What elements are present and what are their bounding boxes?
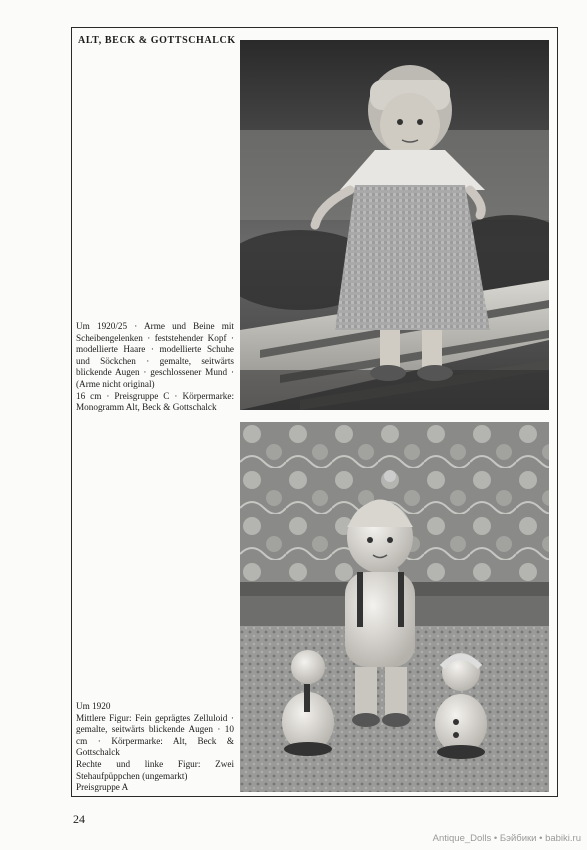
caption-2-line-2: Mittlere Figur: Fein geprägtes Zelluloid · gemalte, seitwärts blickende Augen · 10 cm · Körpermarke: Alt, Beck & Gottschalck [76, 712, 234, 758]
page-number: 24 [73, 812, 85, 826]
doll-photo-2 [240, 422, 549, 792]
caption-2-line-3: Rechte und linke Figur: Zwei Stehaufpüppchen (ungemarkt) [76, 758, 234, 781]
watermark: Antique_Dolls • Бэйбики • babiki.ru [432, 833, 581, 844]
caption-1-line-1: Um 1920/25 · Arme und Beine mit Scheibengelenken · feststehender Kopf · modellierte Haare · modellierte Schuhe und Söckchen · gemalte, seitwärts blickende Augen · geschlossener Mund · (Arme nicht original) [76, 321, 234, 389]
caption-2 [76, 701, 234, 794]
doll-photo-1-image [240, 40, 549, 410]
caption-1 [76, 321, 234, 414]
doll-photo-2-image [240, 422, 549, 792]
caption-1-line-2: 16 cm · Preisgruppe C · Körpermarke: Monogramm Alt, Beck & Gottschalck [76, 390, 234, 413]
page-header: ALT, BECK & GOTTSCHALCK [78, 35, 236, 46]
doll-photo-1 [240, 40, 549, 410]
caption-2-line-4: Preisgruppe A [76, 782, 129, 793]
caption-2-line-1: Um 1920 [76, 701, 111, 711]
